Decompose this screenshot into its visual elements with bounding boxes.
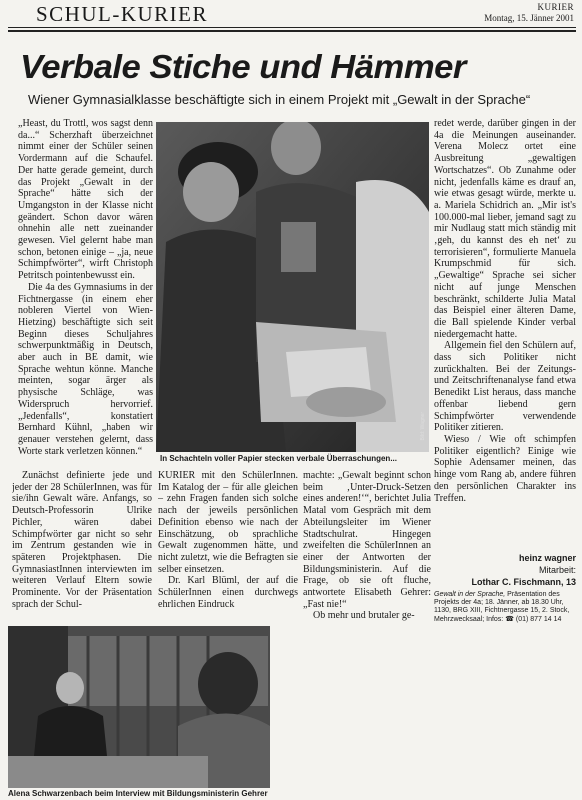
interview-photo-image <box>8 626 270 788</box>
interview-photo-caption: Alena Schwarzenbach beim Interview mit Bildungsministerin Gehrer <box>8 789 268 798</box>
article-column-1 <box>18 118 153 472</box>
paragraph: KURIER mit den SchülerInnen. Im Katalog der – für alle gleichen – zehn Fragen fanden sich solche nach der jeweils persönlichen Definition ebenso wie nach der Einschätzung, ob sprachliche Gewalt zugenommen hätte, und nicht zuletzt, wie die Befragten sie selber einsetzen. <box>158 470 298 575</box>
photo-credit: Bild: Wagner <box>420 412 426 441</box>
paragraph: Die 4a des Gymnasiums in der Fichtnergasse (in einem eher nobleren Viertel von Wien-Hietzing) beschäftigte sich seit Beginn dieses Schuljahres schwerpunktmäßig in Deutsch, aber auch in BE damit, wie Sprache wehtun könne. Manche meinten, sogar ärger als physische Schläge, was Widerspruch hervorrief. „Jedenfalls“, konstatiert Bernhard Kühnl, „haben wir genauer verstehen gelernt, dass Worte stark verletzen können.“ <box>18 281 153 457</box>
paragraph: Dr. Karl Blüml, der auf die SchülerInnen einen durchwegs ehrlichen Eindruck <box>158 575 298 610</box>
event-info-text: Präsentation des Projekts der 4a; 18. Jänner, ab 18.30 Uhr, 1130, BRG XIII, Fichtnergasse 15, 2. Stock, Mehrzwecksaal; Infos: ☎ (01) 877 14 14 <box>434 591 570 623</box>
interview-photo <box>8 626 270 788</box>
author-signature: heinz wagner <box>518 553 576 563</box>
classroom-photo-image <box>156 122 429 452</box>
paragraph: Ob mehr und brutaler ge- <box>313 610 415 622</box>
event-info-lead: Gewalt in der Sprache, <box>434 591 506 598</box>
paper-name: KURIER <box>537 2 574 12</box>
collaborator-name: Lothar C. Fischmann, 13 <box>471 577 576 587</box>
masthead-rule <box>8 27 576 28</box>
paragraph: Wieso / Wie oft schimpfen Politiker eigentlich? Einige wie Sophie Adensamer meinen, das hinge vom Rang ab, andere führen den persönlichen Charakter ins Treffen. <box>434 433 576 504</box>
paragraph: Allgemein fiel den Schülern auf, dass sich Politiker nicht zurückhalten. Bei der Zeitungs- und Zeitschriftenanalyse fand etwa Benedikt List heraus, dass manche offenbar liebend gern Schimpfwörter verwendende Politiker zitieren. <box>434 340 576 434</box>
collaboration-label: Mitarbeit: <box>538 565 576 575</box>
article-column-2 <box>158 470 298 630</box>
event-info-box <box>434 591 576 624</box>
section-masthead: SCHUL-KURIER <box>36 2 209 26</box>
photo-caption: In Schachteln voller Papier stecken verbale Überraschungen... <box>160 454 397 463</box>
paragraph: machte: „Gewalt beginnt schon beim ‚Unter-Druck-Setzen eines anderen!‘“, berichtet Julia Matal vom Gespräch mit dem Abteilungsleiter im Wiener Stadtschulrat. Hingegen zweifelten die SchülerInnen an einer der Antworten der Bildungsministerin. Auf die Frage, ob sie oft fluche, antwortete Elisabeth Gehrer: „Fast nie!“ <box>303 470 431 610</box>
article-column-1-cont <box>12 470 152 618</box>
article-column-4 <box>434 118 576 548</box>
paragraph: redet werde, darüber gingen in der 4a die Meinungen auseinander. Verena Molecz ortet eine Ausbreitung „gewaltigen Wortschatzes“. Ob Zunahme oder nicht, jedenfalls käme es drauf an, wie etwas gesagt würde, merkte u. a. Mariela Schidrich an. „Mir ist's 100.000-mal lieber, jemand sagt zu mir Nudlaug statt mich ständig mit ‚geh, du kannst des eh net‘ zu terrorisieren“, formulierte Manuela Krumpschmid für sich. „Gewaltige“ Sprache sei sicher nicht auf junge Menschen beschränkt, schilderte Julia Matal das Beispiel einer älteren Dame, die Ball spielende Kinder verbal niedergemacht hatte. <box>434 118 576 340</box>
headline: Verbale Stiche und Hämmer <box>20 48 466 85</box>
issue-date: Montag, 15. Jänner 2001 <box>484 13 574 23</box>
masthead-rule-thick <box>8 30 576 32</box>
paragraph: Zunächst definierte jede und jeder der 28 SchülerInnen, was für sie/ihn Gewalt wäre. Anfangs, so Deutsch-Professorin Ulrike Pichler, wären dabei Schimpfwörter gar nicht so sehr im Zentrum gestanden wie in späteren Projektphasen. Die GymnasiastInnen interviewten im weiteren Verlauf Eltern sowie Prominente. Vor der Präsentation sprach der Schul- <box>12 470 152 610</box>
article-column-3 <box>303 470 431 630</box>
subheadline: Wiener Gymnasialklasse beschäftigte sich in einem Projekt mit „Gewalt in der Sprache“ <box>28 92 531 107</box>
paragraph: „Heast, du Trottl, wos sagst denn da...“ Scherzhaft überzeichnet nimmt einer der Schüler seinen Vordermann auf die Schaufel. Der hatte gerade gemeint, durch das Projekt „Gewalt in der Sprache“ hätte sich der Umgangston in der Klasse nicht geändert. Schon davor wären ohnehin alle nett zueinander gewesen. Viel gelernt habe man schon, betonen einige – „ja, neue Schimpfwörter“, wirft Christoph Petritsch pointenbewusst ein. <box>18 118 153 282</box>
classroom-photo <box>156 122 429 452</box>
